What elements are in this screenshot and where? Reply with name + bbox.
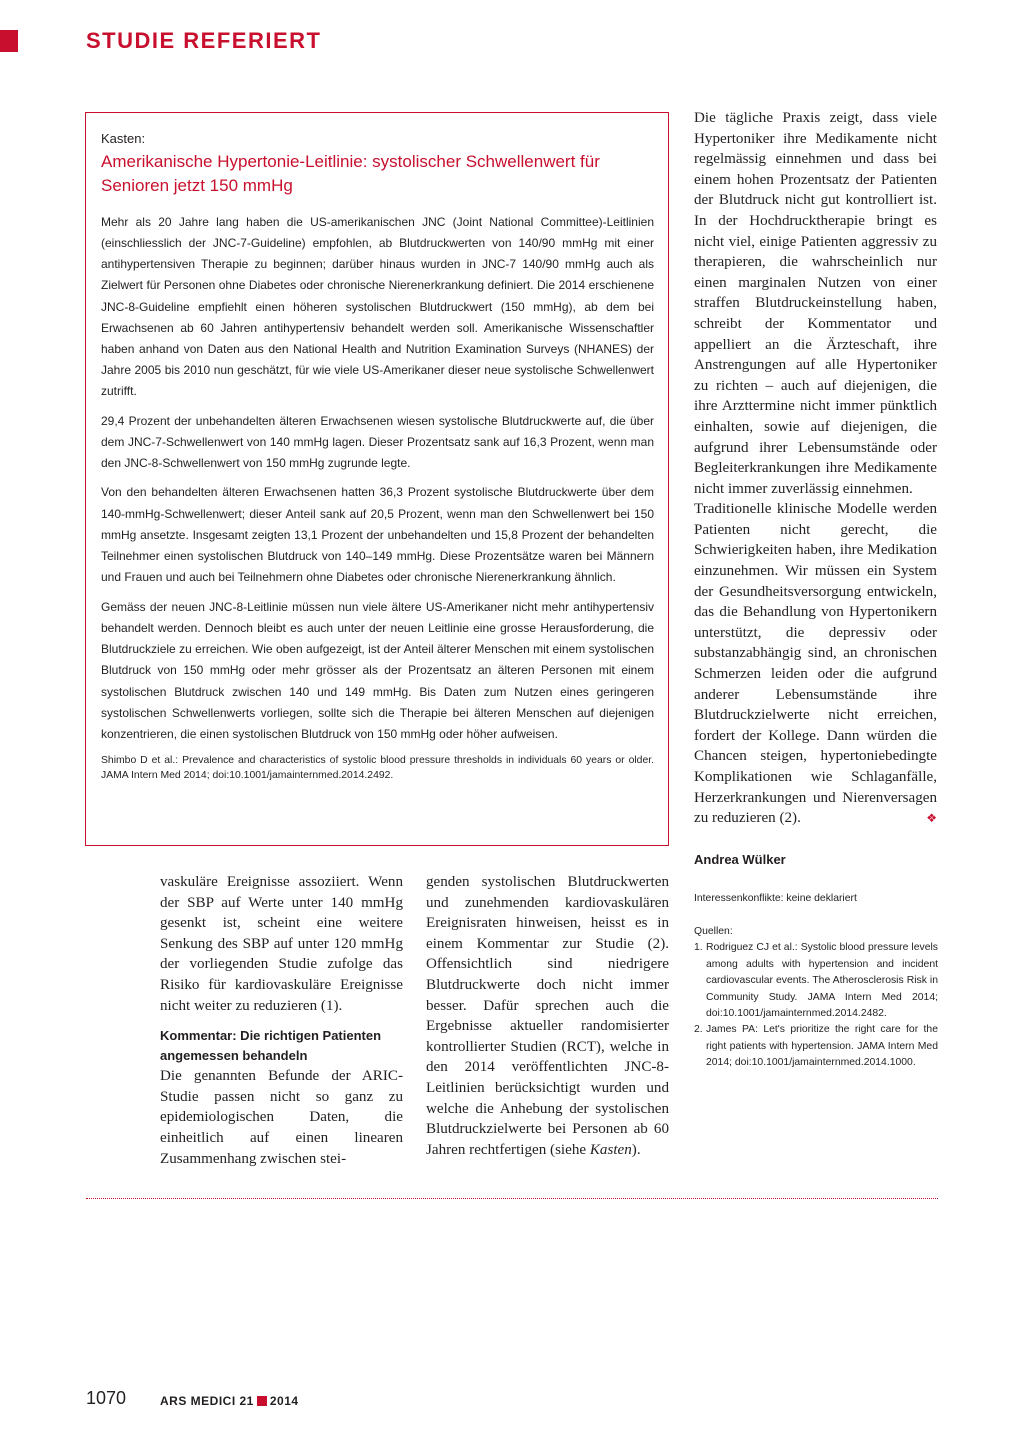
sources-list [694, 940, 938, 1071]
source-text: James PA: Let's prioritize the right care for the right patients with hypertension. JAMA Intern Med 2014; doi:10.1001/jamainternmed.2014.1000. [706, 1024, 938, 1069]
article-column-1 [160, 872, 403, 1169]
box-reference: Shimbo D et al.: Prevalence and characteristics of systolic blood pressure thresholds in individuals 60 years or older. JAMA Intern Med 2014; doi:10.1001/jamainternmed.2014.2492. [101, 755, 654, 782]
section-marker [0, 30, 18, 52]
journal-year: 2014 [269, 1394, 299, 1408]
source-number: 2. [694, 1024, 703, 1036]
journal-footer [160, 1394, 299, 1408]
box-title: Amerikanische Hypertonie-Leitlinie: systolischer Schwellenwert für Senioren jetzt 150 mmHg [101, 152, 600, 195]
article-column-3 [694, 108, 937, 829]
section-heading: Kommentar: Die richtigen Patienten angemessen behandeln [160, 1028, 382, 1064]
body-paragraph: vaskuläre Ereignisse assoziiert. Wenn der SBP auf Werte unter 140 mmHg gesenkt ist, scheint eine weitere Senkung des SBP auf unter 120 mmHg der vorliegenden Studie zufolge das Risiko für kardiovaskuläre Ereignisse nicht weiter zu reduzieren (1). [160, 874, 403, 1014]
source-item [694, 940, 938, 1022]
author-name: Andrea Wülker [694, 852, 786, 867]
body-paragraph: Die tägliche Praxis zeigt, dass viele Hypertoniker ihre Medikamente nicht regelmässig einnehmen und dass bei einem hohen Prozentsatz der Patienten der Blutdruck nicht gut kontrolliert ist. In der Hochdrucktherapie bringt es nicht viel, einige Patienten aggressiv zu therapieren, die wahrscheinlich nur einen marginalen Nutzen von einer straffen Blutdruckeinstellung haben, schreibt der Kommentator und appelliert an die Ärzteschaft, ihre Anstrengungen auf alle Hypertoniker zu richten – auch auf diejenigen, die ihre Arzttermine nicht immer pünktlich einhalten, sowie auf diejenigen, die aufgrund ihrer Lebensumstände oder Begleiterkrankungen ihre Medikamente nicht immer zuverlässig einnehmen. [694, 110, 937, 497]
conflict-of-interest: Interessenkonflikte: keine deklariert [694, 893, 857, 904]
body-paragraph [694, 499, 937, 829]
source-item [694, 1022, 938, 1071]
box-label: Kasten: [101, 131, 146, 146]
box-paragraph: Von den behandelten älteren Erwachsenen hatten 36,3 Prozent systolische Blutdruckwerte über dem 140-mmHg-Schwellenwert; dieser Anteil sank auf 20,5 Prozent, wenn man den Schwellenwert bei 150 mmHg ansetzte. Insgesamt zeigten 13,1 Prozent der unbehandelten und 15,8 Prozent der behandelten Teilnehmer einen systolischen Blutdruck von 140–149 mmHg. Diese Prozentsätze waren bei Männern und Frauen und auch bei Teilnehmern ohne Diabetes oder chronische Nierenerkrankung ähnlich. [101, 485, 654, 585]
square-icon [257, 1396, 267, 1406]
box-paragraph: 29,4 Prozent der unbehandelten älteren Erwachsenen wiesen systolische Blutdruckwerte auf, die über dem JNC-7-Schwellenwert von 140 mmHg lagen. Dieser Prozentsatz sank auf 16,3 Prozent, wenn man den JNC-8-Schwellenwert von 150 mmHg zugrunde legte. [101, 413, 654, 471]
body-text: genden systolischen Blutdruckwerten und zunehmenden kardiovaskulären Ereignisraten hinweisen, heisst es in einem Kommentar zur Studie (2). Offensichtlich sind niedrigere Blutdruckwerte doch nicht immer besser. Dafür sprechen auch die Ergebnisse aktueller randomisierter kontrollierter Studien (RCT), welche in den 2014 veröffentlichten JNC-8-Leitlinien berücksichtigt wurden und welche die Anhebung der systolischen Blutdruckzielwerte bei Personen ab 60 Jahren rechtfertigen (siehe [426, 874, 669, 1158]
body-paragraph: Die genannten Befunde der ARIC-Studie passen nicht so ganz zu epidemiologischen Daten, die einheitlich auf einen linearen Zusammenhang zwischen stei- [160, 1068, 403, 1167]
end-mark-icon: ❖ [926, 811, 937, 826]
section-title: STUDIE REFERIERT [86, 28, 322, 53]
source-text: Rodriguez CJ et al.: Systolic blood pressure levels among adults with hypertension and incident cardiovascular events. The Atherosclerosis Risk in Community Study. JAMA Intern Med 2014; doi:10.1001/jamainternmed.2014.2482. [706, 942, 938, 1020]
source-number: 1. [694, 942, 703, 954]
box-reference-link: Kasten [589, 1141, 632, 1158]
info-box [85, 112, 669, 846]
sources-heading: Quellen: [694, 926, 733, 937]
journal-name: ARS MEDICI 21 [160, 1394, 254, 1408]
body-paragraph [426, 872, 669, 1160]
sources [694, 924, 938, 1072]
box-paragraph: Gemäss der neuen JNC-8-Leitlinie müssen nun viele ältere US-Amerikaner nicht mehr antihypertensiv behandelt werden. Dennoch bleibt es auch unter der neuen Leitlinie eine grosse Herausforderung, die Blutdruckziele zu erreichen. Wie oben aufgezeigt, ist der Anteil älterer Menschen mit einem systolischen Blutdruck von 150 mmHg oder mehr grösser als der Prozentsatz an älteren Personen mit einem systolischen Blutdruck zwischen 140 und 149 mmHg. Bis Daten zum Nutzen eines geringeren systolischen Schwellenwerts vorliegen, sollte sich die Therapie bei älteren Menschen auf diejenigen konzentrieren, die einen systolischen Blutdruck von 150 mmHg oder höher aufweisen. [101, 599, 654, 741]
body-text: ). [631, 1141, 641, 1158]
article-column-2 [426, 872, 669, 1160]
divider [86, 1198, 938, 1199]
box-paragraph: Mehr als 20 Jahre lang haben die US-amerikanischen JNC (Joint National Committee)-Leitlinien (einschliesslich der JNC-7-Guideline) empfohlen, ab Blutdruckwerten von 140/90 mmHg mit einer antihypertensiven Therapie zu beginnen; darüber hinaus wurden in JNC-7 140/90 mmHg auch als Zielwert für Personen ohne Diabetes oder chronische Nierenerkrankung definiert. Die 2014 erschienene JNC-8-Guideline empfiehlt einen höheren systolischen Blutdruckwert (150 mmHg), ab dem bei Erwachsenen ab 60 Jahren antihypertensiv behandelt werden soll. Amerikanische Wissenschaftler haben anhand von Daten aus den National Health and Nutrition Examination Surveys (NHANES) der Jahre 2005 bis 2010 nun geschätzt, für wie viele US-Amerikaner dieser neue systolische Schwellenwert zutrifft. [101, 214, 654, 399]
body-text: Traditionelle klinische Modelle werden Patienten nicht gerecht, die Schwierigkeiten haben, ihre Medikation einzunehmen. Wir müssen ein System der Gesundheitsversorgung entwickeln, das die Behandlung von Hypertonikern unterstützt, die depressiv oder substanzabhängig sind, an chronischen Schmerzen leiden oder die aufgrund anderer Lebensumstände ihre Blutdruckzielwerte nicht erreichen, fordert der Kollege. Dann würden die Chancen steigen, hypertoniebedingte Komplikationen wie Schlaganfälle, Herzerkrankungen und Nierenversagen zu reduzieren (2). [694, 501, 937, 827]
page-number: 1070 [86, 1388, 127, 1408]
